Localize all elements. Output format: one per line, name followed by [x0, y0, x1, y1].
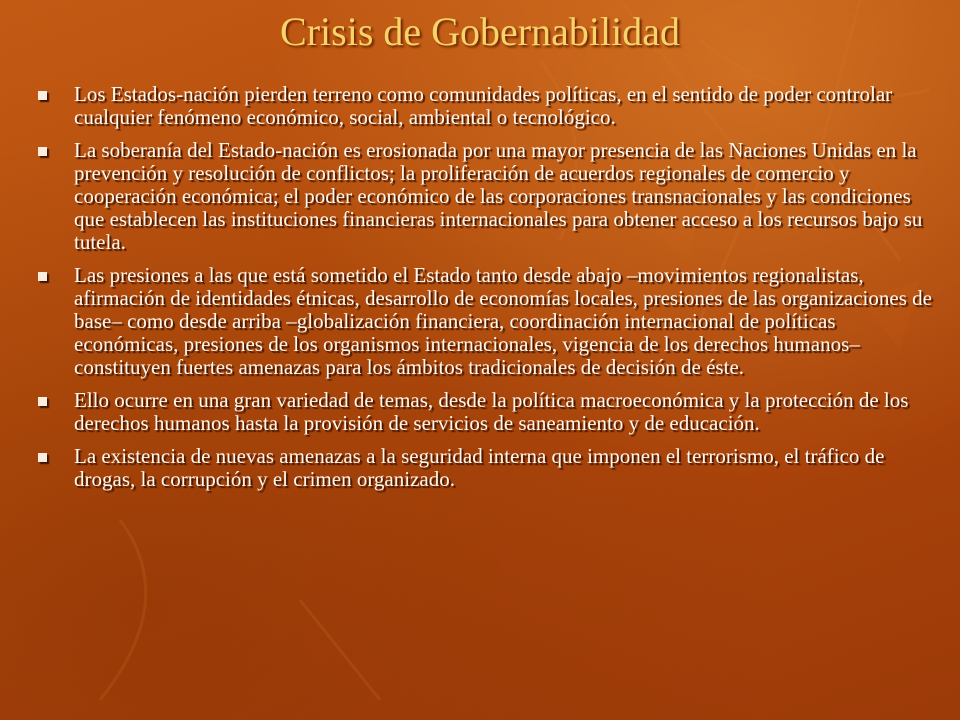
bullet-text: La existencia de nuevas amenazas a la seguridad interna que imponen el terrorismo, el tráfico de drogas, la corrupción y el crimen organizado.: [74, 444, 885, 491]
bullet-text: Los Estados-nación pierden terreno como comunidades políticas, en el sentido de poder controlar cualquier fenómeno económico, social, ambiental o tecnológico.: [74, 82, 893, 129]
square-bullet-icon: [38, 453, 47, 462]
square-bullet-icon: [38, 147, 47, 156]
bullet-item: [32, 389, 932, 435]
bullet-list: [32, 83, 932, 501]
bullet-item: [32, 83, 932, 129]
bullet-text: Las presiones a las que está sometido el Estado tanto desde abajo –movimientos regionalistas, afirmación de identidades étnicas, desarrollo de economías locales, presiones de las organizaciones de base– como desde arriba –globalización financiera, coordinación internacional de políticas económicas, presiones de los organismos internacionales, vigencia de los derechos humanos– constituyen fuertes amenazas para los ámbitos tradicionales de decisión de éste.: [74, 263, 932, 379]
square-bullet-icon: [38, 91, 47, 100]
bullet-item: [32, 445, 932, 491]
bullet-item: [32, 139, 932, 254]
slide-title: Crisis de Gobernabilidad: [280, 9, 680, 54]
square-bullet-icon: [38, 272, 47, 281]
bullet-item: [32, 264, 932, 379]
bullet-text: La soberanía del Estado-nación es erosionada por una mayor presencia de las Naciones Unidas en la prevención y resolución de conflictos; la proliferación de acuerdos regionales de comercio y cooperación económica; el poder económico de las corporaciones transnacionales y las condiciones que establecen las instituciones financieras internacionales para obtener acceso a los recursos bajo su tutela.: [74, 138, 923, 254]
square-bullet-icon: [38, 397, 47, 406]
bullet-text: Ello ocurre en una gran variedad de temas, desde la política macroeconómica y la protección de los derechos humanos hasta la provisión de servicios de saneamiento y de educación.: [74, 388, 909, 435]
